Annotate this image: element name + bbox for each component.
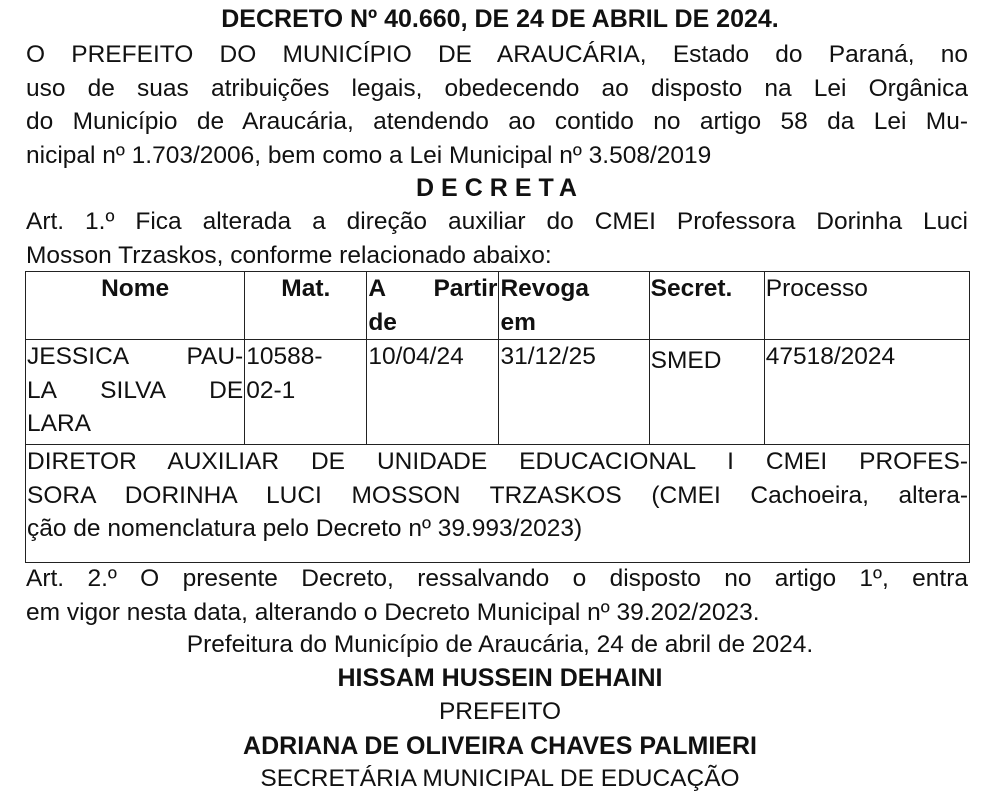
header-revoga: Revoga em bbox=[499, 272, 649, 340]
article-1-line: Art. 1.º Fica alterada a direção auxiliar do CMEI Professora Dorinha Luci bbox=[26, 208, 968, 235]
article-1-line: Mosson Trzaskos, conforme relacionado abaixo: bbox=[26, 241, 552, 269]
preamble-paragraph bbox=[26, 38, 968, 172]
cell-nome: JESSICA PAU- LA SILVA DE LARA bbox=[26, 340, 245, 445]
article-2 bbox=[26, 562, 968, 629]
place-and-date: Prefeitura do Município de Araucária, 24 de abril de 2024. bbox=[186, 631, 814, 658]
header-nome: Nome bbox=[26, 272, 245, 340]
cell-mat: 10588- 02-1 bbox=[245, 340, 367, 445]
cell-secret: SMED bbox=[649, 340, 764, 445]
cell-processo: 47518/2024 bbox=[764, 340, 969, 445]
header-mat: Mat. bbox=[245, 272, 367, 340]
table-row bbox=[26, 340, 970, 445]
preamble-line: nicipal nº 1.703/2006, bem como a Lei Municipal nº 3.508/2019 bbox=[26, 141, 712, 169]
personnel-table bbox=[25, 271, 970, 563]
preamble-line: O PREFEITO DO MUNICÍPIO DE ARAUCÁRIA, Estado do Paraná, no bbox=[26, 41, 968, 68]
header-a-partir: A Partir de bbox=[367, 272, 499, 340]
header-processo: Processo bbox=[764, 272, 969, 340]
signatory-name-secretary: ADRIANA DE OLIVEIRA CHAVES PALMIERI bbox=[243, 732, 757, 760]
article-2-line: em vigor nesta data, alterando o Decreto Municipal nº 39.202/2023. bbox=[26, 598, 760, 626]
table-note-row bbox=[26, 445, 970, 563]
article-1 bbox=[26, 205, 968, 272]
signatory-name-mayor: HISSAM HUSSEIN DEHAINI bbox=[337, 664, 663, 692]
article-2-line: Art. 2.º O presente Decreto, ressalvando o disposto no artigo 1º, entra bbox=[26, 565, 968, 592]
signatory-role-mayor: PREFEITO bbox=[438, 698, 562, 725]
table-header-row bbox=[26, 272, 970, 340]
signatory-role-secretary: SECRETÁRIA MUNICIPAL DE EDUCAÇÃO bbox=[260, 765, 740, 792]
cell-revoga: 31/12/25 bbox=[499, 340, 649, 445]
cell-a-partir: 10/04/24 bbox=[367, 340, 499, 445]
decreta-heading: DECRETA bbox=[416, 174, 584, 202]
decree-title: DECRETO Nº 40.660, DE 24 DE ABRIL DE 2024. bbox=[221, 5, 779, 33]
header-secret: Secret. bbox=[649, 272, 764, 340]
preamble-line: do Município de Araucária, atendendo ao contido no artigo 58 da Lei Mu- bbox=[26, 108, 968, 135]
preamble-line: uso de suas atribuições legais, obedecendo ao disposto na Lei Orgânica bbox=[26, 74, 968, 102]
position-description: DIRETOR AUXILIAR DE UNIDADE EDUCACIONAL I CMEI PROFES- SORA DORINHA LUCI MOSSON TRZASKOS (CMEI Cachoeira, altera- ção de nomenclatura pelo Decreto nº 39.993/2023) bbox=[26, 445, 970, 563]
